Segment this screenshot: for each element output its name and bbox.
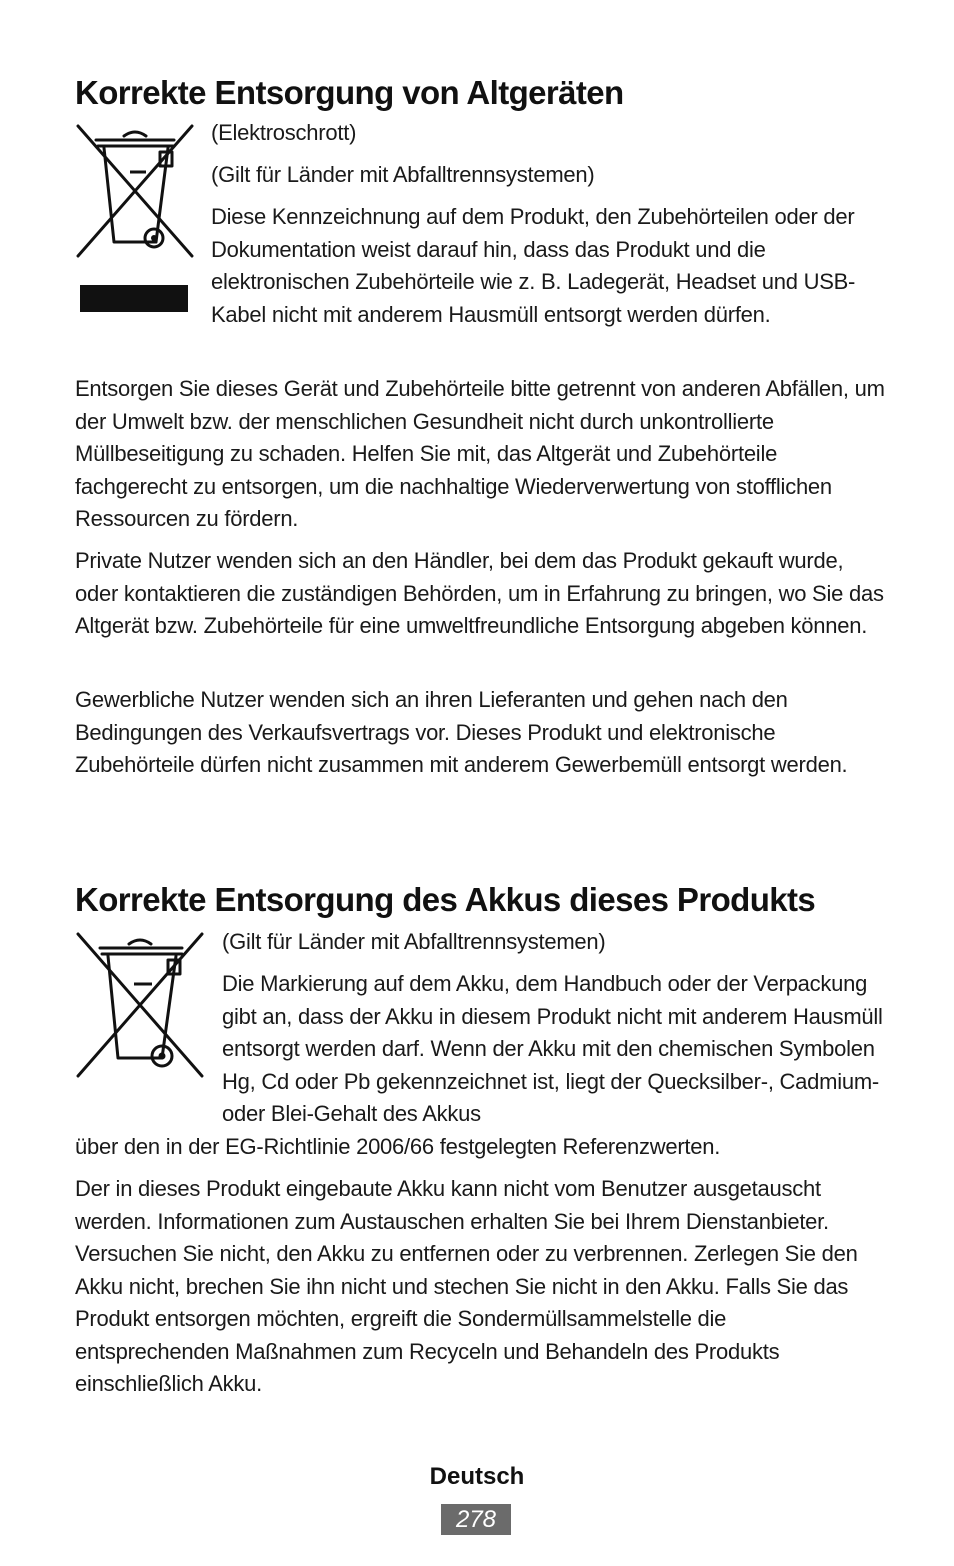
page-number: 278 bbox=[441, 1504, 511, 1535]
paragraph-private-users: Private Nutzer wenden sich an den Händler, bei dem das Produkt gekauft wurde, oder kontaktieren die zuständigen Behörden, um in Erfahrung zu bringen, wo Sie das Altgerät bzw. Zubehörteile für eine umweltfreundliche Entsorgung abgeben können. bbox=[75, 548, 884, 638]
section-title-disposal-devices: Korrekte Entsorgung von Altgeräten bbox=[75, 74, 624, 111]
side-text-scope: (Gilt für Länder mit Abfalltrennsystemen) bbox=[211, 162, 595, 187]
side-text-battery-marking: Die Markierung auf dem Akku, dem Handbuch oder der Verpackung gibt an, dass der Akku in diesem Produkt nicht mit anderem Hausmüll entsorgt werden darf. Wenn der Akku mit den chemischen Symbolen Hg, Cd oder Pb gekennzeichnet ist, liegt der Quecksilber-, Cadmium- oder Blei-Gehalt des Akkus bbox=[222, 971, 883, 1126]
paragraph-builtin-battery: Der in dieses Produkt eingebaute Akku kann nicht vom Benutzer ausgetauscht werden. Informationen zum Austauschen erhalten Sie bei Ihrem Dienstanbieter. Versuchen Sie nicht, den Akku zu entfernen oder zu verbrennen. Zerlegen Sie den Akku nicht, brechen Sie ihn nicht und stechen Sie nicht in den Akku. Falls Sie das Produkt entsorgen möchten, ergreift die Sondermüllsammelstelle die entsprechenden Maßnahmen zum Recyceln und Behandeln des Produkts einschließlich Akku. bbox=[75, 1176, 858, 1396]
battery-text-continuation: über den in der EG-Richtlinie 2006/66 festgelegten Referenzwerten. bbox=[75, 1134, 721, 1159]
section-title-battery-disposal: Korrekte Entsorgung des Akkus dieses Produkts bbox=[75, 881, 816, 918]
paragraph-separate-disposal: Entsorgen Sie dieses Gerät und Zubehörteile bitte getrennt von anderen Abfällen, um der Umwelt bzw. der menschlichen Gesundheit nicht durch unkontrollierte Müllbeseitigung zu schaden. Helfen Sie mit, das Altgerät und Zubehörteile fachgerecht zu entsorgen, um die nachhaltige Wiederverwertung von stofflichen Ressourcen zu fördern. bbox=[75, 376, 885, 531]
side-text-marking: Diese Kennzeichnung auf dem Produkt, den Zubehörteilen oder der Dokumentation weist darauf hin, dass das Produkt und die elektronischen Zubehörteile wie z. B. Ladegerät, Headset und USB-Kabel nicht mit anderem Hausmüll entsorgt werden dürfen. bbox=[211, 204, 856, 327]
crossed-out-wheelie-bin-icon bbox=[74, 122, 196, 262]
black-bar-marker bbox=[80, 285, 188, 312]
footer-language: Deutsch bbox=[429, 1463, 525, 1490]
side-text-scope: (Gilt für Länder mit Abfalltrennsystemen) bbox=[222, 929, 606, 954]
paragraph-business-users: Gewerbliche Nutzer wenden sich an ihren Lieferanten und gehen nach den Bedingungen des Verkaufsvertrags vor. Dieses Produkt und elektronische Zubehörteile dürfen nicht zusammen mit anderem Gewerbemüll entsorgt werden. bbox=[75, 687, 848, 777]
side-text-category: (Elektroschrott) bbox=[211, 120, 357, 145]
crossed-out-wheelie-bin-icon bbox=[74, 930, 206, 1080]
